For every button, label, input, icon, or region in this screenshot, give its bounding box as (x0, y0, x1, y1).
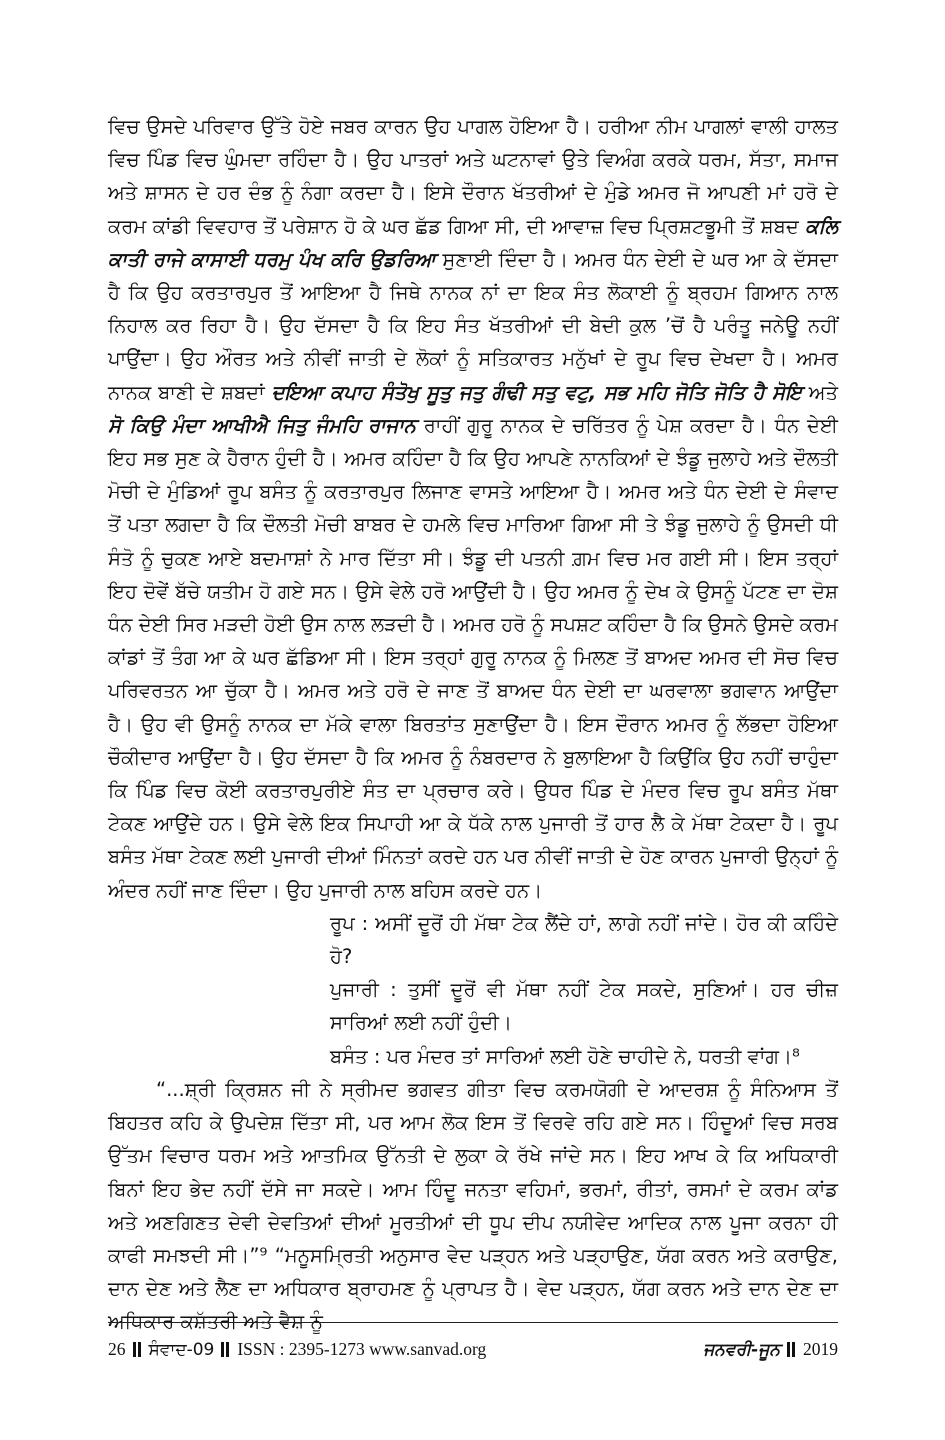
page-number: 26 (108, 1339, 126, 1359)
separator-icon (220, 1342, 231, 1357)
gurbani-quote-3: ਸੋ ਕਿਉ ਮੰਦਾ ਆਖੀਐ ਜਿਤੁ ਜੰਮਹਿ ਰਾਜਾਨ (108, 413, 416, 437)
paragraph-1 (108, 110, 838, 907)
gurbani-quote-2: ਦਇਆ ਕਪਾਹ ਸੰਤੋਖੁ ਸੂਤੁ ਜਤੁ ਗੰਢੀ ਸਤੁ ਵਟੁ, ਸਭ ਮਹਿ ਜੋਤਿ ਜੋਤਿ ਹੈ ਸੋਇ (271, 380, 802, 404)
issue-year: 2019 (803, 1339, 838, 1359)
footer-left (108, 1339, 486, 1360)
paragraph-1-text-b: ਸੁਣਾਈ ਦਿੰਦਾ ਹੈ। ਅਮਰ ਧੰਨ ਦੇਈ ਦੇ ਘਰ ਆ ਕੇ ਦੱਸਦਾ ਹੈ ਕਿ ਉਹ ਕਰਤਾਰਪੁਰ ਤੋਂ ਆਇਆ ਹੈ ਜਿਥੇ ਨਾਨਕ ਨਾਂ ਦਾ ਇਕ ਸੰਤ ਲੋਕਾਈ ਨੂੰ ਬ੍ਰਹਮ ਗਿਆਨ ਨਾਲ ਨਿਹਾਲ ਕਰ ਰਿਹਾ ਹੈ। ਉਹ ਦੱਸਦਾ ਹੈ ਕਿ ਇਹ ਸੰਤ ਖੱਤਰੀਆਂ ਦੀ ਬੇਦੀ ਕੁਲ ’ਚੋਂ ਹੈ ਪਰੰਤੂ ਜਨੇਊ ਨਹੀਂ ਪਾਉਂਦਾ। ਉਹ ਔਰਤ ਅਤੇ ਨੀਵੀਂ ਜਾਤੀ ਦੇ ਲੋਕਾਂ ਨੂੰ ਸਤਿਕਾਰਤ ਮਨੁੱਖਾਂ ਦੇ ਰੂਪ ਵਿਚ ਦੇਖਦਾ ਹੈ। ਅਮਰ ਨਾਨਕ ਬਾਣੀ ਦੇ ਸ਼ਬਦਾਂ (108, 247, 838, 404)
page-body (108, 110, 838, 1339)
paragraph-1-text-a: ਵਿਚ ਉਸਦੇ ਪਰਿਵਾਰ ਉੱਤੇ ਹੋਏ ਜਬਰ ਕਾਰਨ ਉਹ ਪਾਗਲ ਹੋਇਆ ਹੈ। ਹਰੀਆ ਨੀਮ ਪਾਗਲਾਂ ਵਾਲੀ ਹਾਲਤ ਵਿਚ ਪਿੰਡ ਵਿਚ ਘੁੰਮਦਾ ਰਹਿੰਦਾ ਹੈ। ਉਹ ਪਾਤਰਾਂ ਅਤੇ ਘਟਨਾਵਾਂ ਉਤੇ ਵਿਅੰਗ ਕਰਕੇ ਧਰਮ, ਸੱਤਾ, ਸਮਾਜ ਅਤੇ ਸ਼ਾਸਨ ਦੇ ਹਰ ਦੰਭ ਨੂੰ ਨੰਗਾ ਕਰਦਾ ਹੈ। ਇਸੇ ਦੌਰਾਨ ਖੱਤਰੀਆਂ ਦੇ ਮੁੰਡੇ ਅਮਰ ਜੋ ਆਪਣੀ ਮਾਂ ਹਰੋ ਦੇ ਕਰਮ ਕਾਂਡੀ ਵਿਵਹਾਰ ਤੋਂ ਪਰੇਸ਼ਾਨ ਹੋ ਕੇ ਘਰ ਛੱਡ ਗਿਆ ਸੀ, ਦੀ ਆਵਾਜ਼ ਵਿਚ ਪ੍ਰਿਸ਼ਟਭੂਮੀ ਤੋਂ ਸ਼ਬਦ (108, 115, 839, 238)
paragraph-1-conjunction: ਅਤੇ (801, 380, 838, 404)
dialogue-line-basant: ਬਸੰਤ : ਪਰ ਮੰਦਰ ਤਾਂ ਸਾਰਿਆਂ ਲਈ ਹੋਣੇ ਚਾਹੀਦੇ ਨੇ, ਧਰਤੀ ਵਾਂਗ।⁸ (330, 1044, 800, 1068)
dialogue-line-roop: ਰੂਪ : ਅਸੀਂ ਦੂਰੋਂ ਹੀ ਮੱਥਾ ਟੇਕ ਲੈਂਦੇ ਹਾਂ, ਲਾਗੇ ਨਹੀਂ ਜਾਂਦੇ। ਹੋਰ ਕੀ ਕਹਿੰਦੇ ਹੋ? (330, 911, 838, 969)
dialogue-line-pujari: ਪੁਜਾਰੀ : ਤੁਸੀਂ ਦੂਰੋਂ ਵੀ ਮੱਥਾ ਨਹੀਂ ਟੇਕ ਸਕਦੇ, ਸੁਣਿਆਂ। ਹਰ ਚੀਜ਼ ਸਾਰਿਆਂ ਲਈ ਨਹੀਂ ਹੁੰਦੀ। (330, 978, 838, 1035)
paragraph-1-text-c: ਰਾਹੀਂ ਗੁਰੂ ਨਾਨਕ ਦੇ ਚਰਿੱਤਰ ਨੂੰ ਪੇਸ਼ ਕਰਦਾ ਹੈ। ਧੰਨ ਦੇਈ ਇਹ ਸਭ ਸੁਣ ਕੇ ਹੈਰਾਨ ਹੁੰਦੀ ਹੈ। ਅਮਰ ਕਹਿੰਦਾ ਹੈ ਕਿ ਉਹ ਆਪਣੇ ਨਾਨਕਿਆਂ ਦੇ ਝੰਡੂ ਜੁਲਾਹੇ ਅਤੇ ਦੌਲਤੀ ਮੋਚੀ ਦੇ ਮੁੰਡਿਆਂ ਰੂਪ ਬਸੰਤ ਨੂੰ ਕਰਤਾਰਪੁਰ ਲਿਜਾਣ ਵਾਸਤੇ ਆਇਆ ਹੈ। ਅਮਰ ਅਤੇ ਧੰਨ ਦੇਈ ਦੇ ਸੰਵਾਦ ਤੋਂ ਪਤਾ ਲਗਦਾ ਹੈ ਕਿ ਦੌਲਤੀ ਮੋਚੀ ਬਾਬਰ ਦੇ ਹਮਲੇ ਵਿਚ ਮਾਰਿਆ ਗਿਆ ਸੀ ਤੇ ਝੰਡੂ ਜੁਲਾਹੇ ਨੂੰ ਉਸਦੀ ਧੀ ਸੰਤੋ ਨੂੰ ਚੁਕਣ ਆਏ ਬਦਮਾਸ਼ਾਂ ਨੇ ਮਾਰ ਦਿੱਤਾ ਸੀ। ਝੰਡੂ ਦੀ ਪਤਨੀ ਗ਼ਮ ਵਿਚ ਮਰ ਗਈ ਸੀ। ਇਸ ਤਰ੍ਹਾਂ ਇਹ ਦੋਵੇਂ ਬੱਚੇ ਯਤੀਮ ਹੋ ਗਏ ਸਨ। ਉਸੇ ਵੇਲੇ ਹਰੋ ਆਉਂਦੀ ਹੈ। ਉਹ ਅਮਰ ਨੂੰ ਦੇਖ ਕੇ ਉਸਨੂੰ ਪੱਟਣ ਦਾ ਦੋਸ਼ ਧੰਨ ਦੇਈ ਸਿਰ ਮੜਦੀ ਹੋਈ ਉਸ ਨਾਲ ਲੜਦੀ ਹੈ। ਅਮਰ ਹਰੋ ਨੂੰ ਸਪਸ਼ਟ ਕਹਿੰਦਾ ਹੈ ਕਿ ਉਸਨੇ ਉਸਦੇ ਕਰਮ ਕਾਂਡਾਂ ਤੋਂ ਤੰਗ ਆ ਕੇ ਘਰ ਛੱਡਿਆ ਸੀ। ਇਸ ਤਰ੍ਹਾਂ ਗੁਰੂ ਨਾਨਕ ਨੂੰ ਮਿਲਣ ਤੋਂ ਬਾਅਦ ਅਮਰ ਦੀ ਸੋਚ ਵਿਚ ਪਰਿਵਰਤਨ ਆ ਚੁੱਕਾ ਹੈ। ਅਮਰ ਅਤੇ ਹਰੋ ਦੇ ਜਾਣ ਤੋਂ ਬਾਅਦ ਧੰਨ ਦੇਈ ਦਾ ਘਰਵਾਲਾ ਭਗਵਾਨ ਆਉਂਦਾ ਹੈ। ਉਹ ਵੀ ਉਸਨੂੰ ਨਾਨਕ ਦਾ ਮੱਕੇ ਵਾਲਾ ਬਿਰਤਾਂਤ ਸੁਣਾਉਂਦਾ ਹੈ। ਇਸ ਦੌਰਾਨ ਅਮਰ ਨੂੰ ਲੱਭਦਾ ਹੋਇਆ ਚੌਕੀਦਾਰ ਆਉਂਦਾ ਹੈ। ਉਹ ਦੱਸਦਾ ਹੈ ਕਿ ਅਮਰ ਨੂੰ ਨੰਬਰਦਾਰ ਨੇ ਬੁਲਾਇਆ ਹੈ ਕਿਉਂਕਿ ਉਹ ਨਹੀਂ ਚਾਹੁੰਦਾ ਕਿ ਪਿੰਡ ਵਿਚ ਕੋਈ ਕਰਤਾਰਪੁਰੀਏ ਸੰਤ ਦਾ ਪ੍ਰਚਾਰ ਕਰੇ। ਉਧਰ ਪਿੰਡ ਦੇ ਮੰਦਰ ਵਿਚ ਰੂਪ ਬਸੰਤ ਮੱਥਾ ਟੇਕਣ ਆਉਂਦੇ ਹਨ। ਉਸੇ ਵੇਲੇ ਇਕ ਸਿਪਾਹੀ ਆ ਕੇ ਧੱਕੇ ਨਾਲ ਪੁਜਾਰੀ ਤੋਂ ਹਾਰ ਲੈ ਕੇ ਮੱਥਾ ਟੇਕਦਾ ਹੈ। ਰੂਪ ਬਸੰਤ ਮੱਥਾ ਟੇਕਣ ਲਈ ਪੁਜਾਰੀ ਦੀਆਂ ਮਿੰਨਤਾਂ ਕਰਦੇ ਹਨ ਪਰ ਨੀਵੀਂ ਜਾਤੀ ਦੇ ਹੋਣ ਕਾਰਨ ਪੁਜਾਰੀ ਉਨ੍ਹਾਂ ਨੂੰ ਅੰਦਰ ਨਹੀਂ ਜਾਣ ਦਿੰਦਾ। ਉਹ ਪੁਜਾਰੀ ਨਾਲ ਬਹਿਸ ਕਰਦੇ ਹਨ। (108, 413, 838, 902)
separator-icon (786, 1342, 797, 1357)
dialogue-block (330, 907, 838, 1073)
paragraph-2: “...ਸ਼੍ਰੀ ਕ੍ਰਿਸ਼ਨ ਜੀ ਨੇ ਸ੍ਰੀਮਦ ਭਗਵਤ ਗੀਤਾ ਵਿਚ ਕਰਮਯੋਗੀ ਦੇ ਆਦਰਸ਼ ਨੂੰ ਸੰਨਿਆਸ ਤੋਂ ਬਿਹਤਰ ਕਹਿ ਕੇ ਉਪਦੇਸ਼ ਦਿੱਤਾ ਸੀ, ਪਰ ਆਮ ਲੋਕ ਇਸ ਤੋਂ ਵਿਰਵੇ ਰਹਿ ਗਏ ਸਨ। ਹਿੰਦੂਆਂ ਵਿਚ ਸਰਬ ਉੱਤਮ ਵਿਚਾਰ ਧਰਮ ਅਤੇ ਆਤਮਿਕ ਉੱਨਤੀ ਦੇ ਲੁਕਾ ਕੇ ਰੱਖੇ ਜਾਂਦੇ ਸਨ। ਇਹ ਆਖ ਕੇ ਕਿ ਅਧਿਕਾਰੀ ਬਿਨਾਂ ਇਹ ਭੇਦ ਨਹੀਂ ਦੱਸੇ ਜਾ ਸਕਦੇ। ਆਮ ਹਿੰਦੂ ਜਨਤਾ ਵਹਿਮਾਂ, ਭਰਮਾਂ, ਰੀਤਾਂ, ਰਸਮਾਂ ਦੇ ਕਰਮ ਕਾਂਡ ਅਤੇ ਅਣਗਿਣਤ ਦੇਵੀ ਦੇਵਤਿਆਂ ਦੀਆਂ ਮੂਰਤੀਆਂ ਦੀ ਧੂਪ ਦੀਪ ਨਯੀਵੇਦ ਆਦਿਕ ਨਾਲ ਪੂਜਾ ਕਰਨਾ ਹੀ ਕਾਫੀ ਸਮਝਦੀ ਸੀ।”⁹ “ਮਨੂਸਮ੍ਰਿਤੀ ਅਨੁਸਾਰ ਵੇਦ ਪੜ੍ਹਨ ਅਤੇ ਪੜ੍ਹਾਉਣ, ਯੱਗ ਕਰਨ ਅਤੇ ਕਰਾਉਣ, ਦਾਨ ਦੇਣ ਅਤੇ ਲੈਣ ਦਾ ਅਧਿਕਾਰ ਬ੍ਰਾਹਮਣ ਨੂੰ ਪ੍ਰਾਪਤ ਹੈ। ਵੇਦ ਪੜ੍ਹਨ, ਯੱਗ ਕਰਨ ਅਤੇ ਦਾਨ ਦੇਣ ਦਾ ਅਧਿਕਾਰ ਕਸ਼ੱਤਰੀ ਅਤੇ ਵੈਸ਼ ਨੂੰ (108, 1077, 838, 1334)
separator-icon (132, 1342, 143, 1357)
page-footer (108, 1322, 838, 1360)
issue-months: ਜਨਵਰੀ-ਜੂਨ (703, 1339, 780, 1360)
gurbani-quote-1: ਕਲਿ ਕਾਤੀ ਰਾਜੇ ਕਾਸਾਈ ਧਰਮੁ ਪੰਖ ਕਰਿ ਉਡਰਿਆ (108, 214, 838, 271)
footer-right (703, 1339, 838, 1360)
journal-name: ਸੰਵਾਦ-09 (148, 1339, 215, 1360)
issn-website: ISSN : 2395-1273 www.sanvad.org (237, 1339, 487, 1359)
